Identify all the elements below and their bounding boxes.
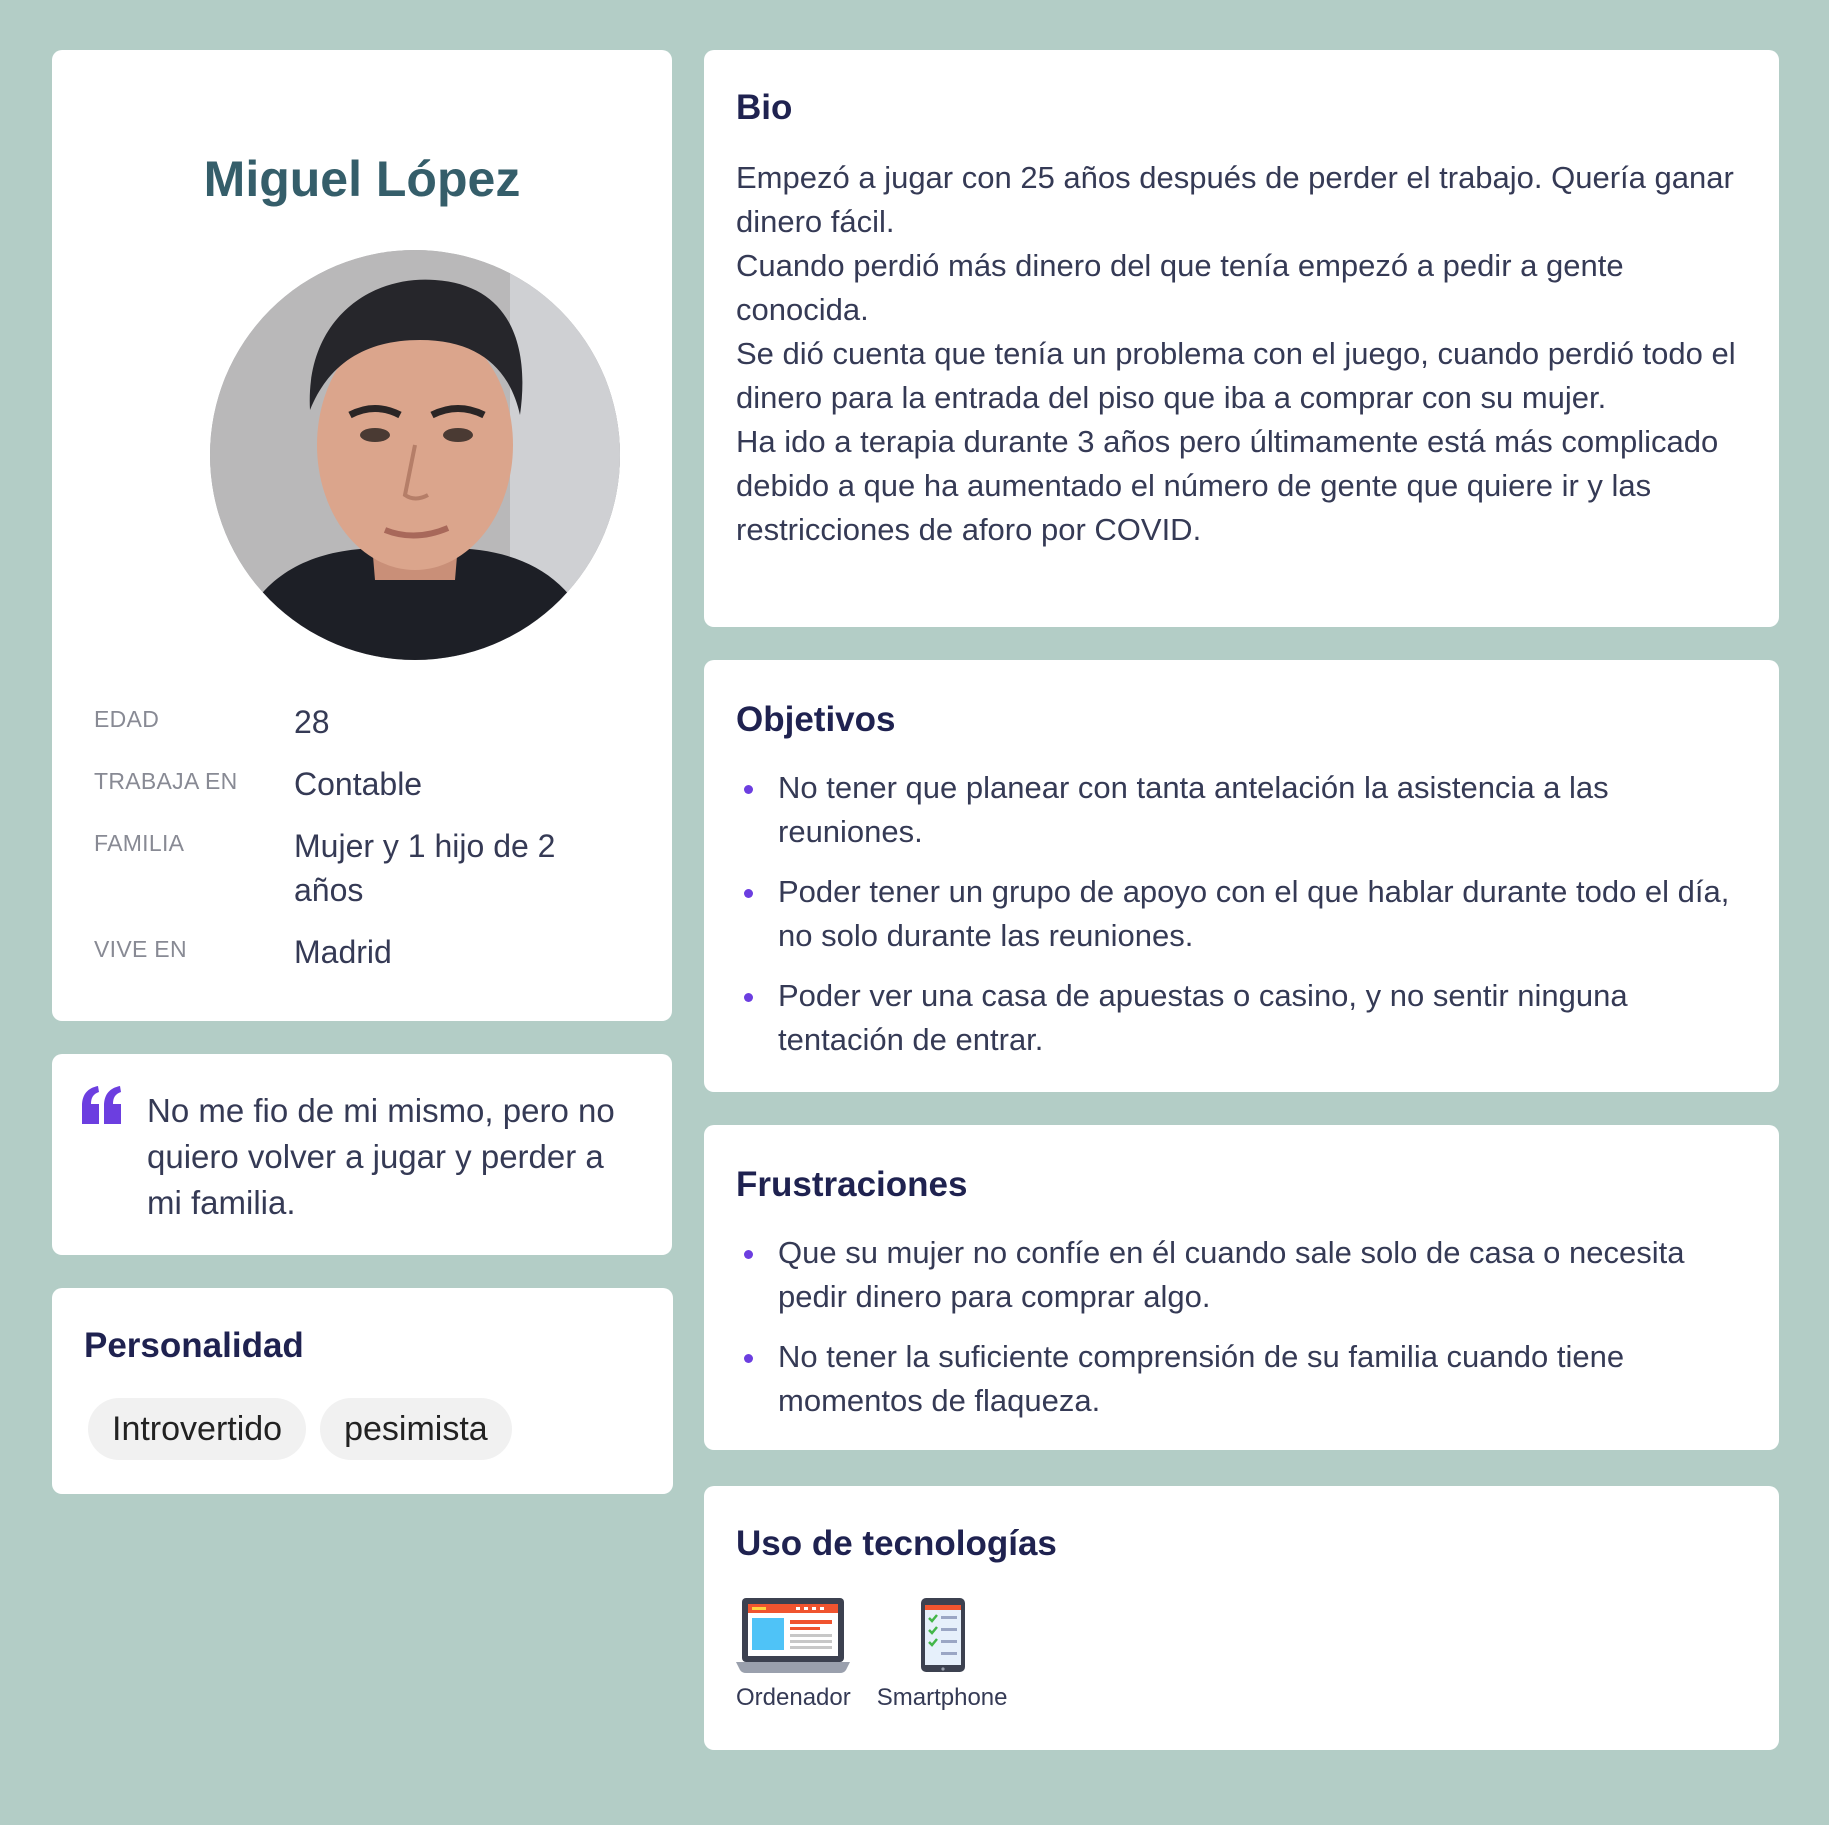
trait-chip: Introvertido <box>88 1398 306 1460</box>
objective-text: No tener que planear con tanta antelación la asistencia a las reuniones. <box>778 770 1609 849</box>
objectives-title: Objetivos <box>736 700 896 739</box>
fact-label: VIVE EN <box>94 936 187 962</box>
fact-job <box>94 762 654 806</box>
frustration-text: Que su mujer no confíe en él cuando sale solo de casa o necesita pedir dinero para comprar algo. <box>778 1235 1685 1314</box>
tech-card <box>704 1486 1779 1750</box>
portrait-illustration <box>210 250 620 660</box>
device-laptop <box>736 1596 851 1712</box>
list-item <box>736 1335 1746 1423</box>
bullet-dot-icon <box>744 993 753 1002</box>
bullet-dot-icon <box>744 1250 753 1259</box>
fact-label: EDAD <box>94 706 160 732</box>
quote-card <box>52 1054 672 1255</box>
smartphone-icon <box>885 1596 999 1674</box>
fact-value: Mujer y 1 hijo de 2 años <box>294 828 556 908</box>
list-item <box>736 974 1746 1062</box>
fact-city <box>94 930 654 974</box>
fact-value: 28 <box>294 704 330 740</box>
frustration-text: No tener la suficiente comprensión de su familia cuando tiene momentos de flaqueza. <box>778 1339 1625 1418</box>
profile-card <box>52 50 672 1021</box>
list-item <box>736 766 1746 854</box>
quote-mark-icon <box>80 1084 124 1128</box>
profile-facts <box>94 700 654 992</box>
laptop-icon <box>736 1596 850 1674</box>
fact-age <box>94 700 654 744</box>
fact-family <box>94 824 654 912</box>
device-list <box>736 1596 1008 1712</box>
fact-label: FAMILIA <box>94 830 185 856</box>
frustrations-title: Frustraciones <box>736 1165 968 1204</box>
list-item <box>736 1231 1746 1319</box>
device-label: Ordenador <box>736 1684 851 1711</box>
objective-text: Poder tener un grupo de apoyo con el que hablar durante todo el día, no solo durante las reuniones. <box>778 874 1730 953</box>
bio-text: Empezó a jugar con 25 años después de perder el trabajo. Quería ganar dinero fácil. Cuando perdió más dinero del que tenía empezó a pedir a gente conocida. Se dió cuenta que tenía un problema con el juego, cuando perdió todo el dinero para la entrada del piso que iba a comprar con su mujer. Ha ido a terapia durante 3 años pero últimamente está más complicado debido a que ha aumentado el número de gente que quiere ir y las restricciones de aforo por COVID. <box>736 160 1736 547</box>
quote-text: No me fio de mi mismo, pero no quiero volver a jugar y perder a mi familia. <box>147 1092 615 1221</box>
bio-title: Bio <box>736 88 793 127</box>
trait-chip: pesimista <box>320 1398 512 1460</box>
device-label: Smartphone <box>876 1684 1008 1711</box>
persona-name: Miguel López <box>203 151 521 207</box>
fact-value: Contable <box>294 766 423 802</box>
objectives-list <box>736 766 1746 1078</box>
fact-label: TRABAJA EN <box>94 768 238 794</box>
fact-value: Madrid <box>294 934 392 970</box>
bullet-dot-icon <box>744 1354 753 1363</box>
personality-card <box>52 1288 673 1494</box>
list-item <box>736 870 1746 958</box>
bullet-dot-icon <box>744 889 753 898</box>
personality-title: Personalidad <box>84 1326 304 1365</box>
trait-list <box>88 1398 512 1460</box>
frustrations-list <box>736 1231 1746 1439</box>
frustrations-card <box>704 1125 1779 1450</box>
objectives-card <box>704 660 1779 1092</box>
tech-title: Uso de tecnologías <box>736 1524 1057 1563</box>
profile-photo <box>210 250 620 660</box>
bio-card <box>704 50 1779 627</box>
bullet-dot-icon <box>744 785 753 794</box>
device-smartphone <box>877 1596 1008 1712</box>
objective-text: Poder ver una casa de apuestas o casino, y no sentir ninguna tentación de entrar. <box>778 978 1628 1057</box>
